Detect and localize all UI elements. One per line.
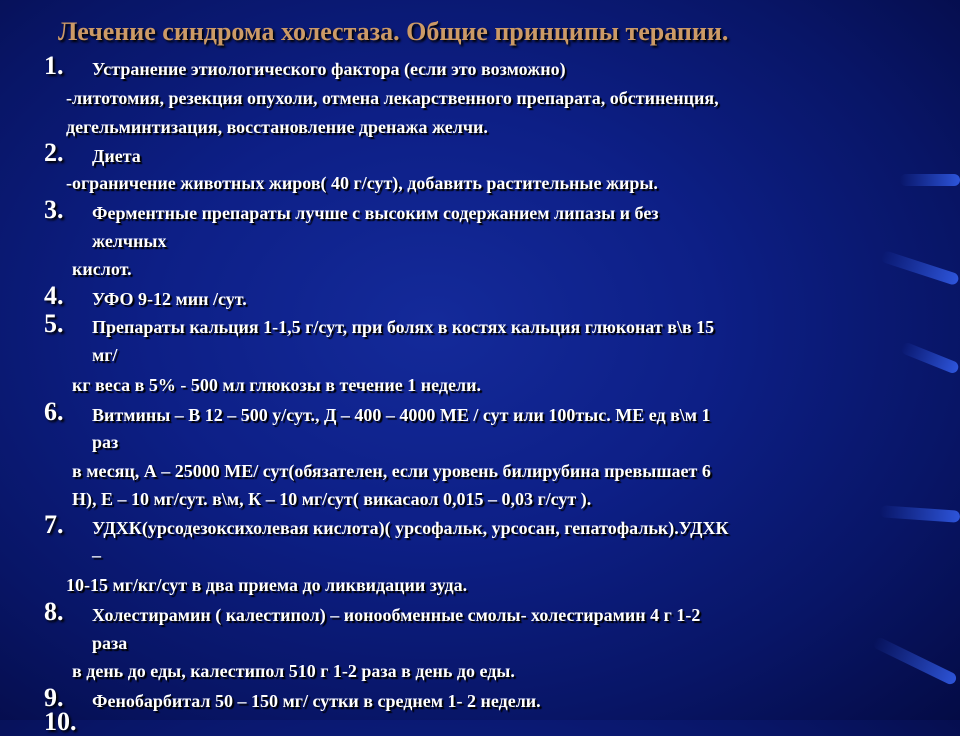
item-text: раз [92,432,119,452]
item-text: 10-15 мг/кг/сут в два приема до ликвидации зуда. [66,575,468,595]
decorative-streak [872,636,958,686]
item-number: 3. [44,195,64,224]
item-text: Витмины – В 12 – 500 у/сут., Д – 400 – 4000 МЕ / сут или 100тыс. МЕ ед в\м 1 [92,405,711,425]
decorative-streak [880,250,960,286]
item-text: Фенобарбитал 50 – 150 мг/ сутки в среднем 1- 2 недели. [92,691,541,711]
item-text: Н), Е – 10 мг/сут. в\м, К – 10 мг/сут( викасаол 0,015 – 0,03 г/сут ). [72,489,592,509]
item-text: желчных [92,231,167,251]
item-text: в день до еды, калестипол 510 г 1-2 раза в день до еды. [72,661,515,681]
item-text: в месяц, А – 25000 МЕ/ сут(обязателен, если уровень билирубина превышает 6 [72,461,711,481]
item-text: дегельминтизация, восстановление дренажа желчи. [66,117,488,137]
item-number: 2. [44,138,64,167]
item-text: Препараты кальция 1-1,5 г/сут, при болях в костях кальция глюконат в\в 15 [92,317,715,337]
slide-title: Лечение синдрома холестаза. Общие принципы терапии. [58,17,729,46]
item-number: 8. [44,597,64,626]
item-number: 7. [44,510,64,539]
item-text: Устранение этиологического фактора (если это возможно) [92,59,566,79]
item-text: Диета [92,146,141,166]
decorative-streak [900,174,960,186]
item-text: УФО 9-12 мин /сут. [92,289,247,309]
item-number: 1. [44,51,64,80]
item-text: Ферментные препараты лучше с высоким содержанием липазы и без [92,203,659,223]
item-text: -литотомия, резекция опухоли, отмена лекарственного препарата, обстиненция, [66,88,719,108]
item-number: 4. [44,281,64,310]
item-text: кг веса в 5% - 500 мл глюкозы в течение 1 недели. [72,375,481,395]
item-text: УДХК(урсодезоксихолевая кислота)( урсофальк, урсосан, гепатофальк).УДХК [92,518,729,538]
item-number: 9. [44,683,64,712]
decorative-streak [900,341,960,375]
item-text: кислот. [72,259,132,279]
item-text: -ограничение животных жиров( 40 г/сут), добавить растительные жиры. [66,173,658,193]
item-text: мг/ [92,345,118,365]
item-text: – [92,545,101,565]
decorative-streak [880,505,960,523]
item-number: 10. [44,707,77,736]
item-number: 5. [44,309,64,338]
item-text: Холестирамин ( калестипол) – ионообменные смолы- холестирамин 4 г 1-2 [92,605,701,625]
item-text: раза [92,633,128,653]
item-number: 6. [44,397,64,426]
